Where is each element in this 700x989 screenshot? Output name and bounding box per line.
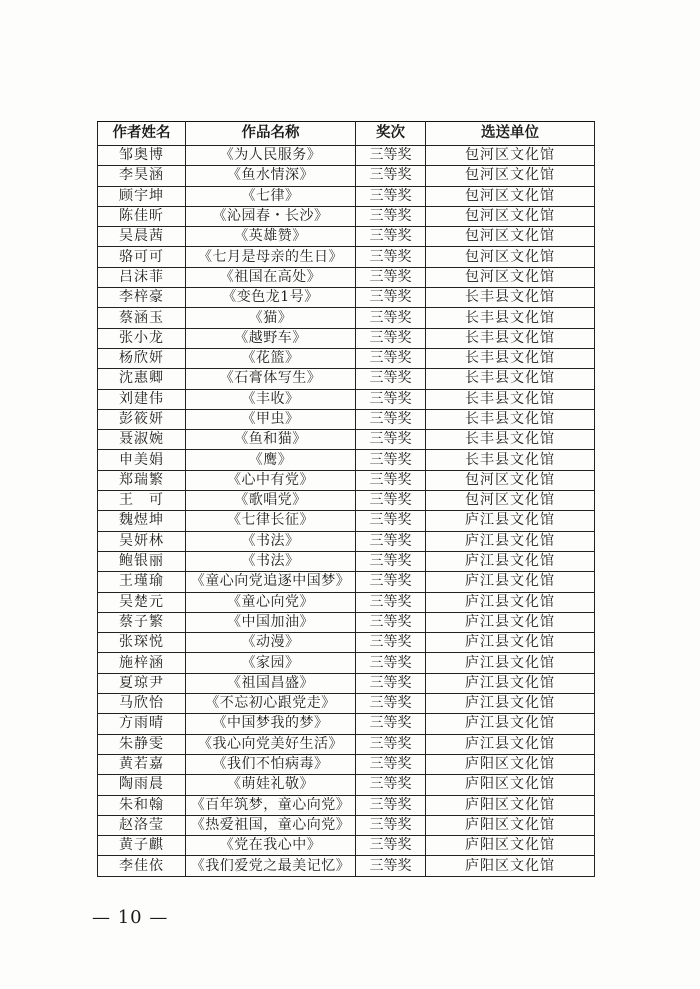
author-name-cell: 张小龙 — [98, 328, 186, 348]
submitting-unit-cell: 庐阳区文化馆 — [426, 815, 595, 835]
award-level-cell: 三等奖 — [356, 308, 426, 328]
awards-table — [97, 121, 595, 877]
award-level-cell: 三等奖 — [356, 511, 426, 531]
award-level-cell: 三等奖 — [356, 328, 426, 348]
author-name-cell: 吴妍林 — [98, 531, 186, 551]
table-row — [98, 633, 595, 653]
table-row — [98, 146, 595, 166]
award-level-cell: 三等奖 — [356, 186, 426, 206]
author-name-cell: 李昊涵 — [98, 166, 186, 186]
page-number: — 10 — — [92, 907, 169, 928]
table-row — [98, 409, 595, 429]
work-title-cell: 《为人民服务》 — [186, 146, 356, 166]
submitting-unit-cell: 庐江县文化馆 — [426, 551, 595, 571]
award-level-cell: 三等奖 — [356, 836, 426, 856]
award-level-cell: 三等奖 — [356, 267, 426, 287]
submitting-unit-cell: 庐江县文化馆 — [426, 653, 595, 673]
author-name-cell: 张琛悦 — [98, 633, 186, 653]
award-level-cell: 三等奖 — [356, 856, 426, 876]
author-name-cell: 蔡子繁 — [98, 612, 186, 632]
work-title-cell: 《甲虫》 — [186, 409, 356, 429]
table-row — [98, 592, 595, 612]
author-name-cell: 李梓豪 — [98, 288, 186, 308]
author-name-cell: 郑瑞繁 — [98, 470, 186, 490]
award-level-cell: 三等奖 — [356, 389, 426, 409]
table-row — [98, 328, 595, 348]
table-row — [98, 815, 595, 835]
table-row — [98, 491, 595, 511]
author-name-cell: 王瑾瑜 — [98, 572, 186, 592]
submitting-unit-cell: 包河区文化馆 — [426, 206, 595, 226]
work-title-cell: 《鱼和猫》 — [186, 430, 356, 450]
author-name-cell: 吕沫菲 — [98, 267, 186, 287]
submitting-unit-cell: 庐江县文化馆 — [426, 531, 595, 551]
table-row — [98, 389, 595, 409]
award-level-cell: 三等奖 — [356, 247, 426, 267]
table-row — [98, 166, 595, 186]
award-level-cell: 三等奖 — [356, 348, 426, 368]
work-title-cell: 《我心向党美好生活》 — [186, 734, 356, 754]
table-row — [98, 836, 595, 856]
table-row — [98, 754, 595, 774]
author-name-cell: 黄若嘉 — [98, 754, 186, 774]
submitting-unit-cell: 包河区文化馆 — [426, 267, 595, 287]
award-level-cell: 三等奖 — [356, 206, 426, 226]
submitting-unit-cell: 包河区文化馆 — [426, 247, 595, 267]
work-title-cell: 《萌娃礼敬》 — [186, 775, 356, 795]
table-row — [98, 206, 595, 226]
award-level-cell: 三等奖 — [356, 430, 426, 450]
submitting-unit-cell: 庐阳区文化馆 — [426, 775, 595, 795]
award-level-cell: 三等奖 — [356, 754, 426, 774]
table-row — [98, 551, 595, 571]
author-name-cell: 蔡涵玉 — [98, 308, 186, 328]
table-header-row — [98, 122, 595, 146]
submitting-unit-cell: 长丰县文化馆 — [426, 308, 595, 328]
award-level-cell: 三等奖 — [356, 531, 426, 551]
submitting-unit-cell: 长丰县文化馆 — [426, 328, 595, 348]
submitting-unit-cell: 庐阳区文化馆 — [426, 836, 595, 856]
submitting-unit-cell: 庐江县文化馆 — [426, 572, 595, 592]
submitting-unit-cell: 庐江县文化馆 — [426, 612, 595, 632]
table-row — [98, 450, 595, 470]
table-row — [98, 308, 595, 328]
table-row — [98, 653, 595, 673]
table-row — [98, 186, 595, 206]
table-row — [98, 511, 595, 531]
work-title-cell: 《鱼水情深》 — [186, 166, 356, 186]
award-level-cell: 三等奖 — [356, 369, 426, 389]
work-title-cell: 《石膏体写生》 — [186, 369, 356, 389]
author-name-cell: 聂淑婉 — [98, 430, 186, 450]
award-level-cell: 三等奖 — [356, 450, 426, 470]
submitting-unit-cell: 长丰县文化馆 — [426, 389, 595, 409]
author-name-cell: 刘建伟 — [98, 389, 186, 409]
work-title-cell: 《沁园春・长沙》 — [186, 206, 356, 226]
award-level-cell: 三等奖 — [356, 653, 426, 673]
work-title-cell: 《祖国昌盛》 — [186, 673, 356, 693]
work-title-cell: 《歌唱党》 — [186, 491, 356, 511]
award-level-cell: 三等奖 — [356, 572, 426, 592]
work-title-cell: 《丰收》 — [186, 389, 356, 409]
author-name-cell: 赵洛莹 — [98, 815, 186, 835]
table-row — [98, 572, 595, 592]
work-title-cell: 《百年筑梦，童心向党》 — [186, 795, 356, 815]
author-name-cell: 骆可可 — [98, 247, 186, 267]
award-level-cell: 三等奖 — [356, 673, 426, 693]
submitting-unit-cell: 庐江县文化馆 — [426, 734, 595, 754]
submitting-unit-cell: 长丰县文化馆 — [426, 430, 595, 450]
author-name-cell: 李佳依 — [98, 856, 186, 876]
table-row — [98, 795, 595, 815]
table-row — [98, 247, 595, 267]
author-name-cell: 夏琼尹 — [98, 673, 186, 693]
award-level-cell: 三等奖 — [356, 592, 426, 612]
submitting-unit-cell: 长丰县文化馆 — [426, 369, 595, 389]
award-level-cell: 三等奖 — [356, 612, 426, 632]
table-row — [98, 714, 595, 734]
submitting-unit-cell: 庐江县文化馆 — [426, 673, 595, 693]
work-title-cell: 《不忘初心跟党走》 — [186, 694, 356, 714]
work-title-cell: 《七律长征》 — [186, 511, 356, 531]
table-row — [98, 267, 595, 287]
work-title-cell: 《我们爱党之最美记忆》 — [186, 856, 356, 876]
award-level-cell: 三等奖 — [356, 734, 426, 754]
work-title-cell: 《童心向党追逐中国梦》 — [186, 572, 356, 592]
submitting-unit-cell: 庐江县文化馆 — [426, 714, 595, 734]
table-row — [98, 734, 595, 754]
work-title-cell: 《童心向党》 — [186, 592, 356, 612]
award-level-cell: 三等奖 — [356, 146, 426, 166]
table-row — [98, 288, 595, 308]
author-name-cell: 陈佳昕 — [98, 206, 186, 226]
author-name-cell: 陶雨晨 — [98, 775, 186, 795]
award-level-cell: 三等奖 — [356, 288, 426, 308]
submitting-unit-cell: 长丰县文化馆 — [426, 288, 595, 308]
award-level-cell: 三等奖 — [356, 795, 426, 815]
table-row — [98, 227, 595, 247]
author-name-cell: 王 可 — [98, 491, 186, 511]
table-row — [98, 531, 595, 551]
author-name-cell: 杨欣妍 — [98, 348, 186, 368]
table-body — [98, 146, 595, 877]
award-level-cell: 三等奖 — [356, 815, 426, 835]
table-row — [98, 612, 595, 632]
work-title-cell: 《中国梦我的梦》 — [186, 714, 356, 734]
author-name-cell: 方雨晴 — [98, 714, 186, 734]
author-name-cell: 黄子麒 — [98, 836, 186, 856]
work-title-cell: 《花篮》 — [186, 348, 356, 368]
award-level-cell: 三等奖 — [356, 470, 426, 490]
work-title-cell: 《猫》 — [186, 308, 356, 328]
submitting-unit-cell: 包河区文化馆 — [426, 470, 595, 490]
submitting-unit-cell: 长丰县文化馆 — [426, 409, 595, 429]
submitting-unit-cell: 包河区文化馆 — [426, 166, 595, 186]
table-row — [98, 694, 595, 714]
award-level-cell: 三等奖 — [356, 551, 426, 571]
work-title-cell: 《热爱祖国，童心向党》 — [186, 815, 356, 835]
submitting-unit-cell: 庐江县文化馆 — [426, 592, 595, 612]
submitting-unit-cell: 庐江县文化馆 — [426, 511, 595, 531]
award-level-cell: 三等奖 — [356, 227, 426, 247]
table-row — [98, 348, 595, 368]
work-title-cell: 《七月是母亲的生日》 — [186, 247, 356, 267]
work-title-cell: 《七律》 — [186, 186, 356, 206]
work-title-cell: 《祖国在高处》 — [186, 267, 356, 287]
award-level-cell: 三等奖 — [356, 633, 426, 653]
work-title-cell: 《书法》 — [186, 531, 356, 551]
author-name-cell: 朱静雯 — [98, 734, 186, 754]
award-level-cell: 三等奖 — [356, 714, 426, 734]
header-work-title: 作品名称 — [186, 122, 356, 146]
author-name-cell: 顾宇坤 — [98, 186, 186, 206]
submitting-unit-cell: 庐阳区文化馆 — [426, 856, 595, 876]
author-name-cell: 施梓涵 — [98, 653, 186, 673]
author-name-cell: 马欣怡 — [98, 694, 186, 714]
submitting-unit-cell: 包河区文化馆 — [426, 227, 595, 247]
table-row — [98, 430, 595, 450]
work-title-cell: 《党在我心中》 — [186, 836, 356, 856]
submitting-unit-cell: 庐江县文化馆 — [426, 633, 595, 653]
work-title-cell: 《越野车》 — [186, 328, 356, 348]
award-level-cell: 三等奖 — [356, 775, 426, 795]
submitting-unit-cell: 长丰县文化馆 — [426, 450, 595, 470]
award-level-cell: 三等奖 — [356, 491, 426, 511]
author-name-cell: 申美娟 — [98, 450, 186, 470]
submitting-unit-cell: 包河区文化馆 — [426, 146, 595, 166]
work-title-cell: 《我们不怕病毒》 — [186, 754, 356, 774]
author-name-cell: 朱和翰 — [98, 795, 186, 815]
work-title-cell: 《英雄赞》 — [186, 227, 356, 247]
award-level-cell: 三等奖 — [356, 694, 426, 714]
work-title-cell: 《心中有党》 — [186, 470, 356, 490]
work-title-cell: 《书法》 — [186, 551, 356, 571]
author-name-cell: 鲍银丽 — [98, 551, 186, 571]
header-author-name: 作者姓名 — [98, 122, 186, 146]
award-level-cell: 三等奖 — [356, 409, 426, 429]
table-row — [98, 775, 595, 795]
author-name-cell: 吴楚元 — [98, 592, 186, 612]
submitting-unit-cell: 长丰县文化馆 — [426, 348, 595, 368]
table-row — [98, 470, 595, 490]
submitting-unit-cell: 包河区文化馆 — [426, 186, 595, 206]
submitting-unit-cell: 庐阳区文化馆 — [426, 754, 595, 774]
header-award-level: 奖次 — [356, 122, 426, 146]
work-title-cell: 《动漫》 — [186, 633, 356, 653]
header-submitting-unit: 选送单位 — [426, 122, 595, 146]
submitting-unit-cell: 包河区文化馆 — [426, 491, 595, 511]
submitting-unit-cell: 庐阳区文化馆 — [426, 795, 595, 815]
author-name-cell: 邹奥博 — [98, 146, 186, 166]
work-title-cell: 《家园》 — [186, 653, 356, 673]
work-title-cell: 《中国加油》 — [186, 612, 356, 632]
submitting-unit-cell: 庐江县文化馆 — [426, 694, 595, 714]
table-row — [98, 856, 595, 876]
author-name-cell: 彭筱妍 — [98, 409, 186, 429]
award-level-cell: 三等奖 — [356, 166, 426, 186]
work-title-cell: 《变色龙1号》 — [186, 288, 356, 308]
author-name-cell: 吴晨茜 — [98, 227, 186, 247]
author-name-cell: 魏煜坤 — [98, 511, 186, 531]
table-row — [98, 673, 595, 693]
author-name-cell: 沈惠卿 — [98, 369, 186, 389]
table-row — [98, 369, 595, 389]
work-title-cell: 《鹰》 — [186, 450, 356, 470]
